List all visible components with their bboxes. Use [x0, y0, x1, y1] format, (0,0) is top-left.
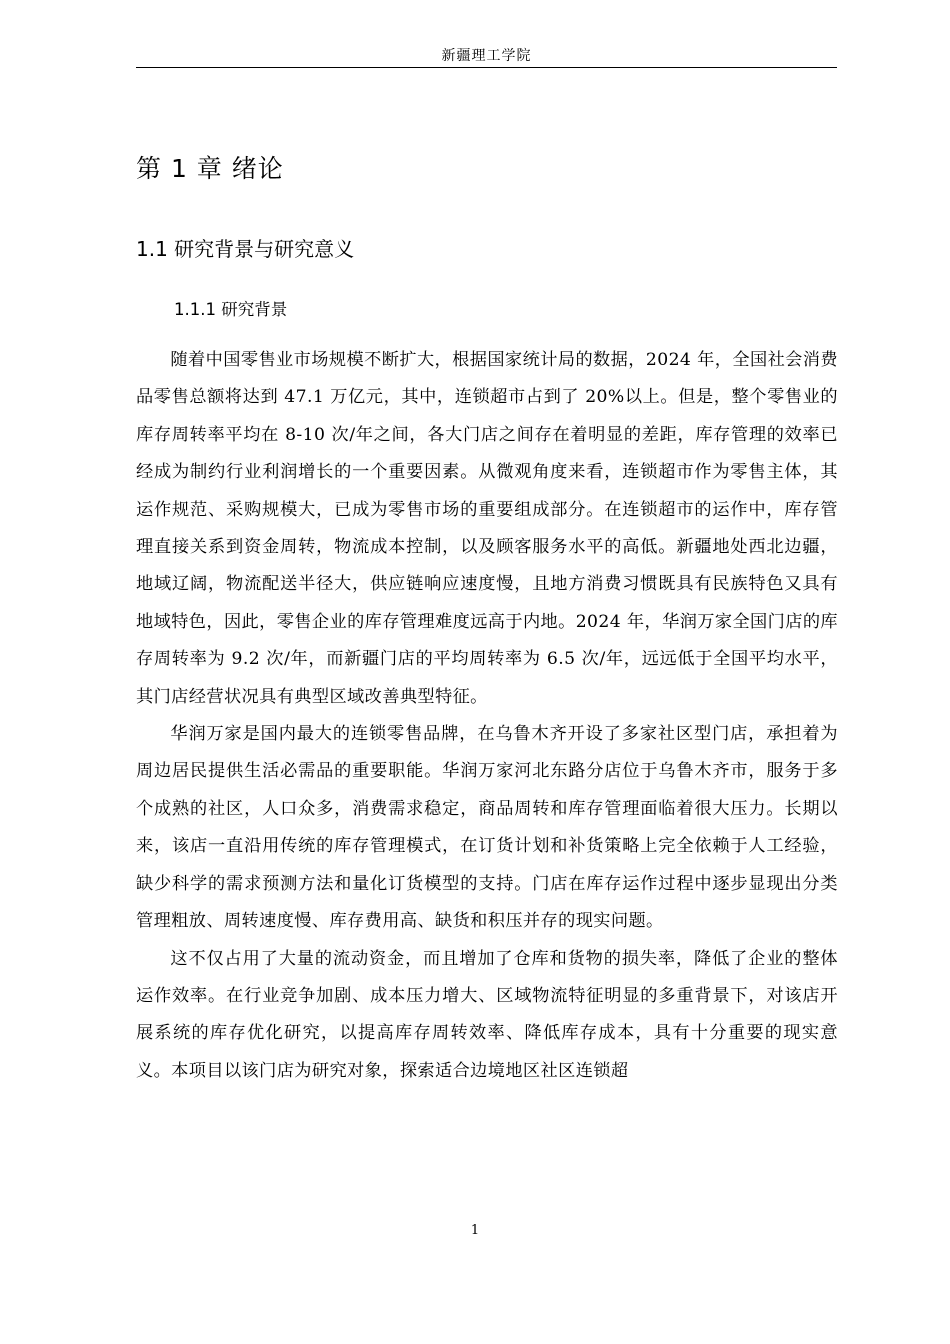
running-header: 新疆理工学院: [441, 48, 532, 64]
chapter-title: 第 1 章 绪论: [136, 154, 284, 183]
paragraph: 这不仅占用了大量的流动资金，而且增加了仓库和货物的损失率，降低了企业的整体运作效率。在行业竞争加剧、成本压力增大、区域物流特征明显的多重背景下，对该店开展系统的库存优化研究，以提高库存周转效率、降低库存成本，具有十分重要的现实意义。本项目以该门店为研究对象，探索适合边境地区社区连锁超: [136, 948, 838, 1081]
paragraph: 华润万家是国内最大的连锁零售品牌，在乌鲁木齐开设了多家社区型门店，承担着为周边居民提供生活必需品的重要职能。华润万家河北东路分店位于乌鲁木齐市，服务于多个成熟的社区，人口众多，消费需求稳定，商品周转和库存管理面临着很大压力。长期以来，该店一直沿用传统的库存管理模式，在订货计划和补货策略上完全依赖于人工经验，缺少科学的需求预测方法和量化订货模型的支持。门店在库存运作过程中逐步显现出分类管理粗放、周转速度慢、库存费用高、缺货和积压并存的现实问题。: [136, 724, 838, 932]
section-title: 1.1 研究背景与研究意义: [136, 237, 355, 261]
paragraph: 随着中国零售业市场规模不断扩大，根据国家统计局的数据，2024 年，全国社会消费品零售总额将达到 47.1 万亿元，其中，连锁超市占到了 20%以上。但是，整个零售业的库存周转率平均在 8-10 次/年之间，各大门店之间存在着明显的差距，库存管理的效率已经成为制约行业利润增长的一个重要因素。从微观角度来看，连锁超市作为零售主体，其运作规范、采购规模大，已成为零售市场的重要组成部分。在连锁超市的运作中，库存管理直接关系到资金周转，物流成本控制，以及顾客服务水平的高低。新疆地处西北边疆，地域辽阔，物流配送半径大，供应链响应速度慢，且地方消费习惯既具有民族特色又具有地域特色，因此，零售企业的库存管理难度远高于内地。2024 年，华润万家全国门店的库存周转率为 9.2 次/年，而新疆门店的平均周转率为 6.5 次/年，远远低于全国平均水平，其门店经营状况具有典型区域改善典型特征。: [136, 350, 838, 707]
body-text: [136, 342, 838, 1090]
header-divider: [136, 67, 837, 68]
subsection-title: 1.1.1 研究背景: [174, 300, 288, 319]
page-number: 1: [470, 1223, 480, 1238]
